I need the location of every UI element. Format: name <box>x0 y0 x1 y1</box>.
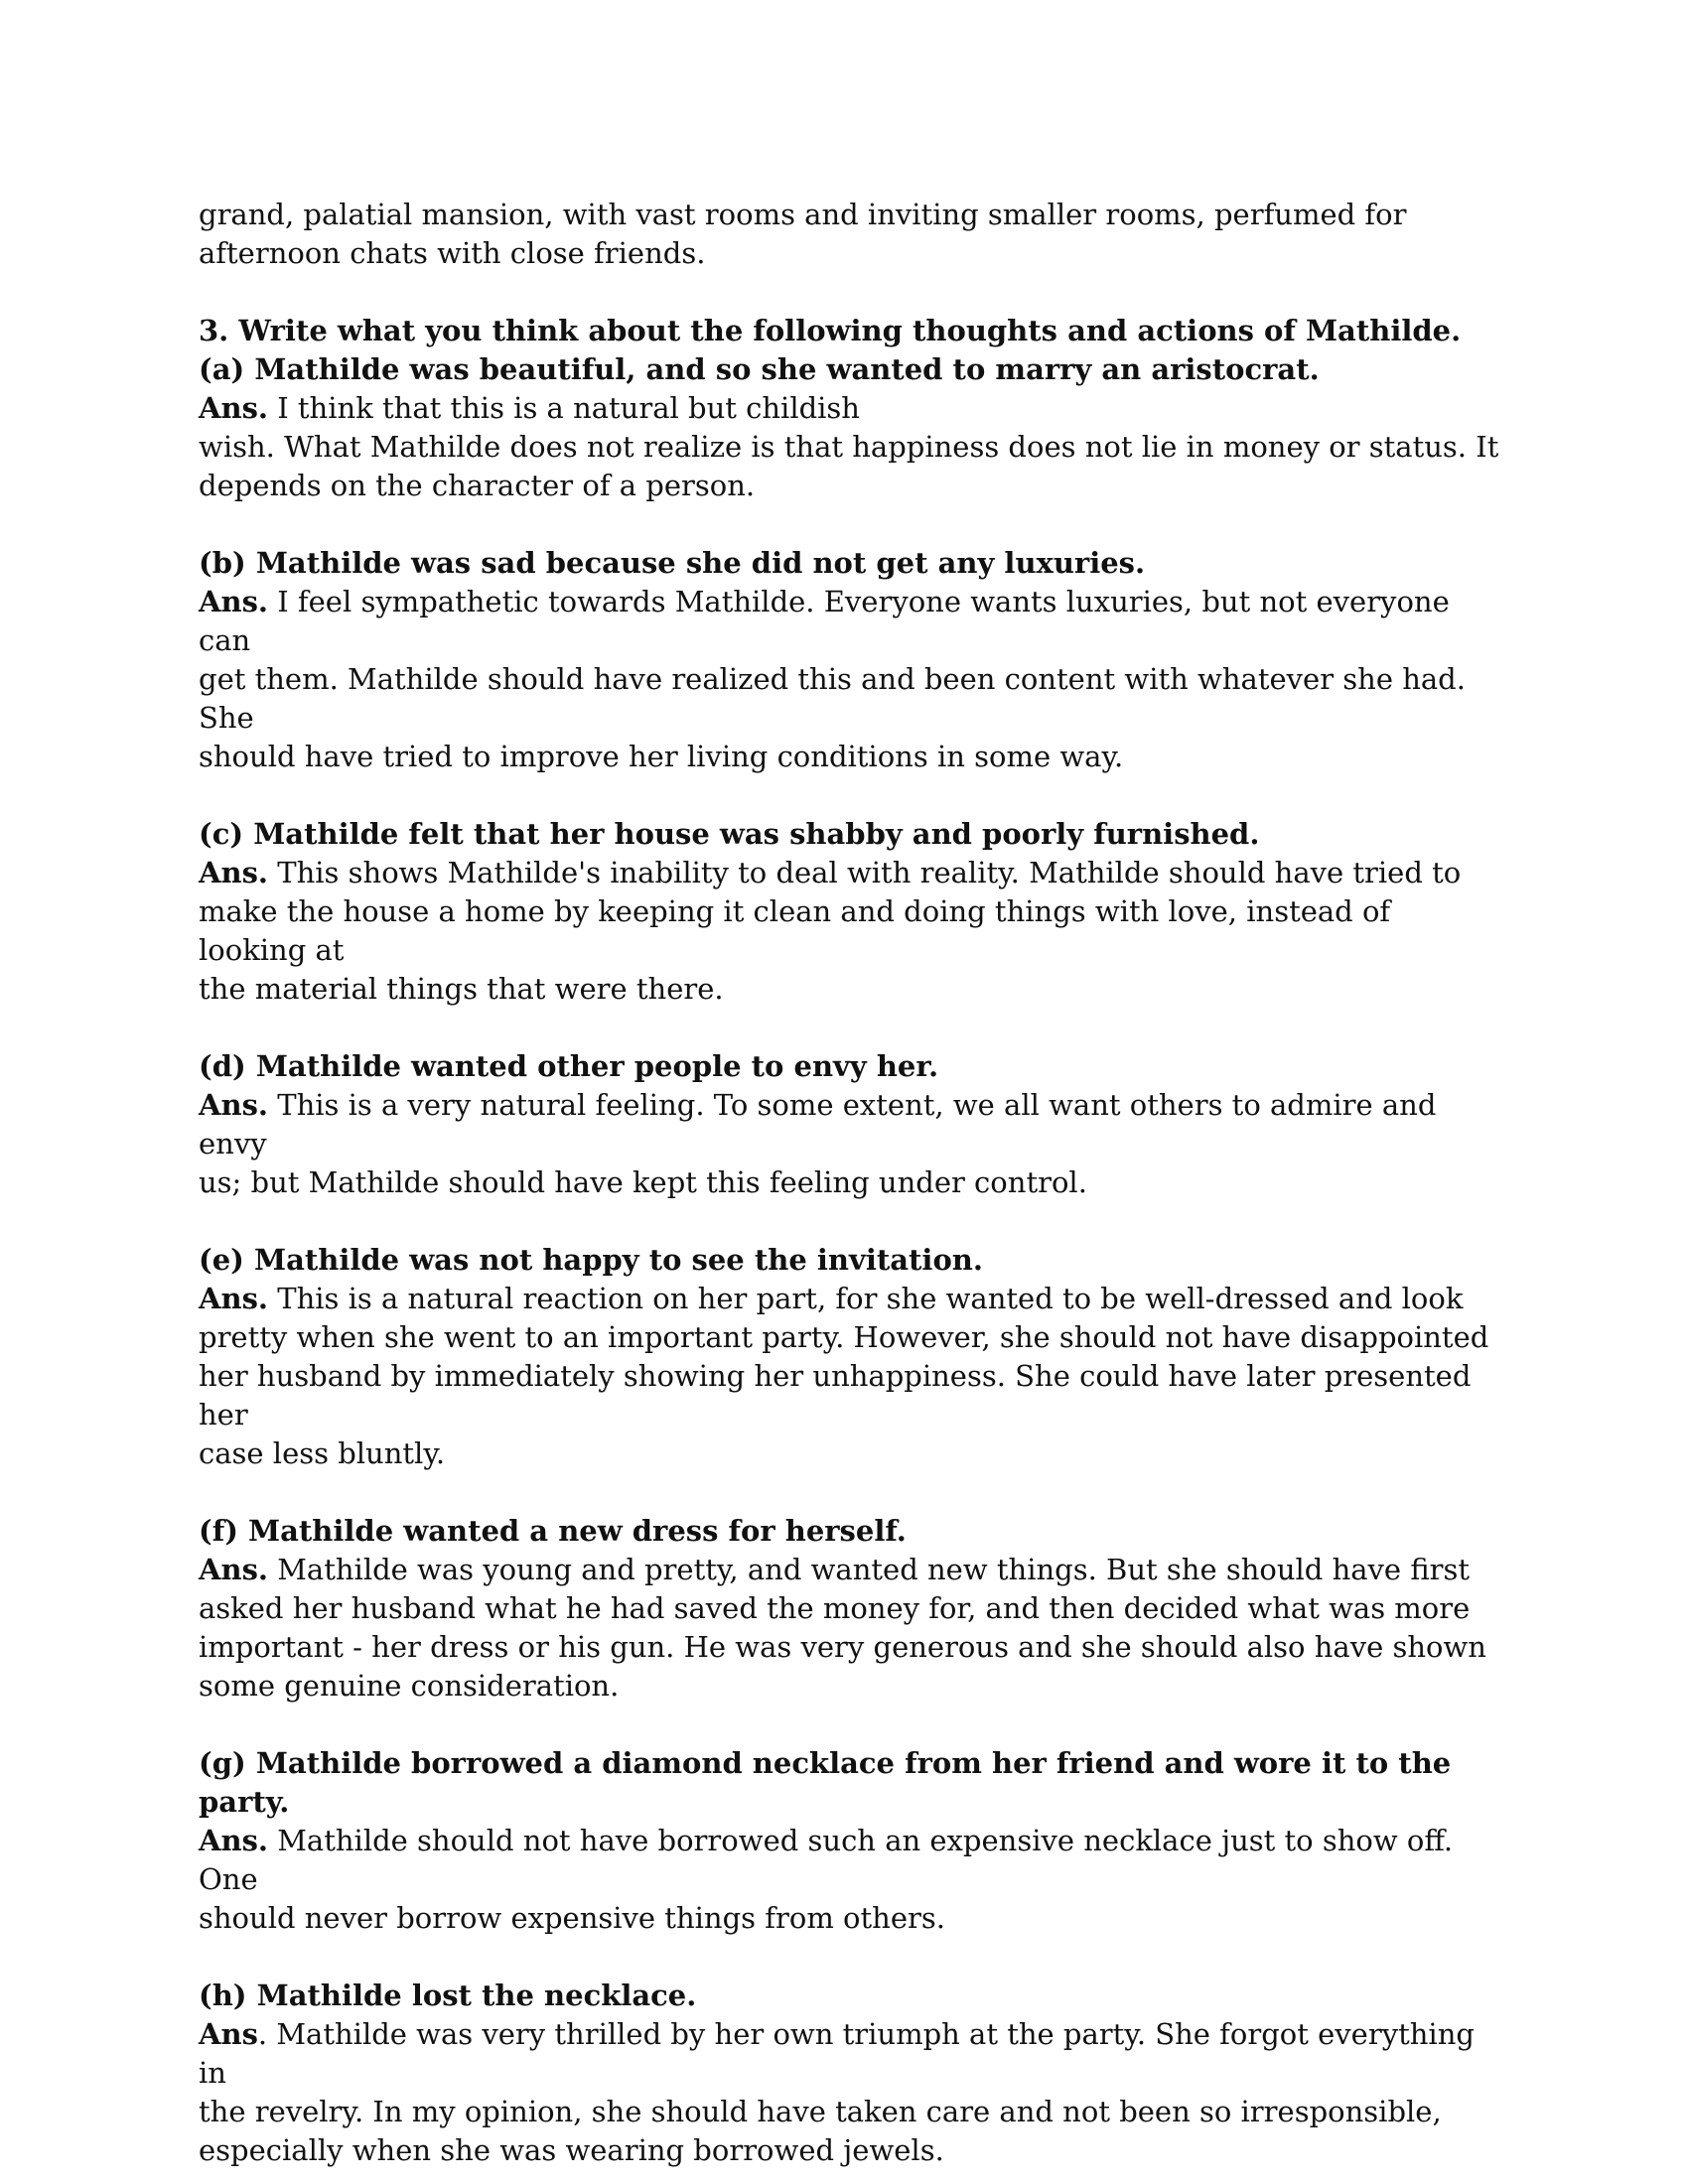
question-e: (e) Mathilde was not happy to see the invitation. <box>199 1243 983 1277</box>
section-3 <box>199 312 1499 505</box>
answer-b <box>199 583 1499 776</box>
ans-label: Ans. <box>199 1553 269 1586</box>
answer-text: I feel sympathetic towards Mathilde. Everyone wants luxuries, but not everyone can get them. Mathilde should have realized this and been content with whatever she had. She should have tried to improve her living conditions in some way. <box>199 585 1466 773</box>
answer-text: I think that this is a natural but childish wish. What Mathilde does not realize is that happiness does not lie in money or status. It depends on the character of a person. <box>199 391 1499 502</box>
document-page <box>199 196 1499 2170</box>
question-f: (f) Mathilde wanted a new dress for herself. <box>199 1514 907 1548</box>
question-b: (b) Mathilde was sad because she did not get any luxuries. <box>199 546 1146 580</box>
answer-text: Mathilde was young and pretty, and wanted new things. But she should have first asked her husband what he had saved the money for, and then decided what was more important - her dress or his gun. He was very generous and she should also have shown some genuine consideration. <box>199 1553 1486 1703</box>
question-a: (a) Mathilde was beautiful, and so she wanted to marry an aristocrat. <box>199 352 1320 386</box>
qa-block-d <box>199 1047 1499 1202</box>
answer-d <box>199 1086 1499 1202</box>
ans-label: Ans <box>199 2017 258 2051</box>
qa-block-b <box>199 544 1499 776</box>
question-c: (c) Mathilde felt that her house was shabby and poorly furnished. <box>199 817 1260 851</box>
section-heading: 3. Write what you think about the following thoughts and actions of Mathilde. <box>199 314 1462 347</box>
answer-text: This shows Mathilde's inability to deal with reality. Mathilde should have tried to make the house a home by keeping it clean and doing things with love, instead of looking at the material things that were there. <box>199 856 1462 1006</box>
qa-block-e <box>199 1241 1499 1473</box>
qa-block-a <box>199 350 1499 505</box>
question-d: (d) Mathilde wanted other people to envy her. <box>199 1049 939 1083</box>
ans-label: Ans. <box>199 1088 269 1122</box>
ans-label: Ans. <box>199 856 269 889</box>
answer-text: . Mathilde was very thrilled by her own triumph at the party. She forgot everything in the revelry. In my opinion, she should have taken care and not been so irresponsible, especially when she was wearing borrowed jewels. <box>199 2017 1475 2167</box>
qa-block-f <box>199 1512 1499 1706</box>
answer-text: Mathilde should not have borrowed such an expensive necklace just to show off. One should never borrow expensive things from others. <box>199 1824 1454 1935</box>
question-g: (g) Mathilde borrowed a diamond necklace from her friend and wore it to the party. <box>199 1746 1452 1819</box>
answer-a <box>199 389 1499 505</box>
answer-c <box>199 854 1499 1009</box>
qa-block-h <box>199 1977 1499 2170</box>
ans-label: Ans. <box>199 391 269 425</box>
qa-block-g <box>199 1744 1499 1938</box>
answer-f <box>199 1551 1499 1706</box>
intro-paragraph: grand, palatial mansion, with vast rooms and inviting smaller rooms, perfumed for afternoon chats with close friends. <box>199 198 1407 270</box>
answer-h <box>199 2015 1499 2170</box>
answer-text: This is a very natural feeling. To some extent, we all want others to admire and envy us; but Mathilde should have kept this feeling under control. <box>199 1088 1437 1199</box>
ans-label: Ans. <box>199 1282 269 1315</box>
answer-g <box>199 1822 1499 1938</box>
question-h: (h) Mathilde lost the necklace. <box>199 1979 697 2012</box>
ans-label: Ans. <box>199 1824 269 1857</box>
ans-label: Ans. <box>199 585 269 618</box>
answer-e <box>199 1280 1499 1473</box>
qa-block-c <box>199 815 1499 1009</box>
answer-text: This is a natural reaction on her part, for she wanted to be well-dressed and look pretty when she went to an important party. However, she should not have disappointed her husband by immediately showing her unhappiness. She could have later presented her case less bluntly. <box>199 1282 1489 1470</box>
